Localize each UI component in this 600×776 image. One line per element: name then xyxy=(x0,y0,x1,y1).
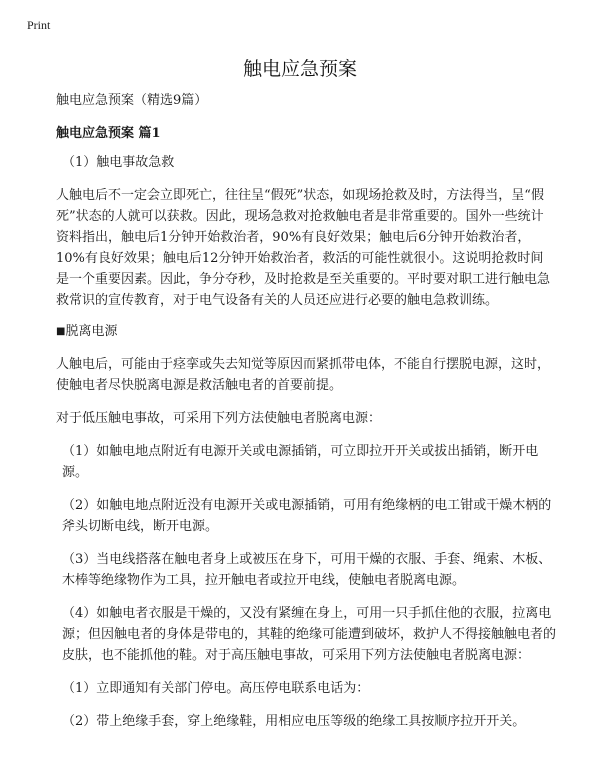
paragraph-11: （2）带上绝缘手套，穿上绝缘鞋，用相应电压等级的绝缘工具按顺序拉开开关。 xyxy=(62,714,526,729)
paragraph-3-text: 脱离电源 xyxy=(65,324,118,339)
print-label: Print xyxy=(27,18,51,32)
document-body xyxy=(56,90,556,732)
paragraph-2: 人触电后不一定会立即死亡，往往呈“假死”状态，如现场抢救及时，方法得当，呈“假死”状态的人就可以获救。因此，现场急救对抢救触电者是非常重要的。国外一些统计资料指出，触电后1分钟开始救治者，90%有良好效果；触电后6分钟开始救治者，10%有良好效果；触电后12分钟开始救治者，救活的可能性就很小。这说明抢救时间是一个重要因素。因此，争分夺秒，及时抢救是至关重要的。平时要对职工进行触电急救常识的宣传教育，对于电气设备有关的人员还应进行必要的触电急救训练。 xyxy=(56,188,551,308)
paragraph-3 xyxy=(56,321,556,342)
paragraph-1: （1）触电事故急救 xyxy=(62,155,175,170)
paragraph-4: 人触电后，可能由于痉挛或失去知觉等原因而紧抓带电体，不能自行摆脱电源，这时，使触电者尽快脱离电源是救活触电者的首要前提。 xyxy=(56,357,551,393)
paragraph-7: （2）如触电地点附近没有电源开关或电源插销，可用有绝缘柄的电工钳或干燥木柄的斧头切断电线，断开电源。 xyxy=(62,498,552,534)
section-heading: 触电应急预案 篇1 xyxy=(56,126,161,141)
paragraph-10: （1）立即通知有关部门停电。高压停电联系电话为： xyxy=(62,681,370,696)
document-title: 触电应急预案 xyxy=(242,58,357,80)
paragraph-8: （3）当电线搭落在触电者身上或被压在身下，可用干燥的衣服、手套、绳索、木板、木棒等绝缘物作为工具，拉开触电者或拉开电线，使触电者脱离电源。 xyxy=(62,552,552,588)
bullet-square-icon: ■ xyxy=(56,326,66,337)
paragraph-5: 对于低压触电事故，可采用下列方法使触电者脱离电源： xyxy=(56,411,382,426)
document-subtitle: 触电应急预案（精选9篇） xyxy=(56,93,208,108)
paragraph-6: （1）如触电地点附近有电源开关或电源插销，可立即拉开开关或拔出插销，断开电源。 xyxy=(62,444,539,480)
paragraph-9: （4）如触电者衣服是干燥的，又没有紧缠在身上，可用一只手抓住他的衣服，拉离电源；但因触电者的身体是带电的，其鞋的绝缘可能遭到破坏，救护人不得接触触电者的皮肤，也不能抓他的鞋。对于高压触电事故，可采用下列方法使触电者脱离电源： xyxy=(62,606,557,663)
